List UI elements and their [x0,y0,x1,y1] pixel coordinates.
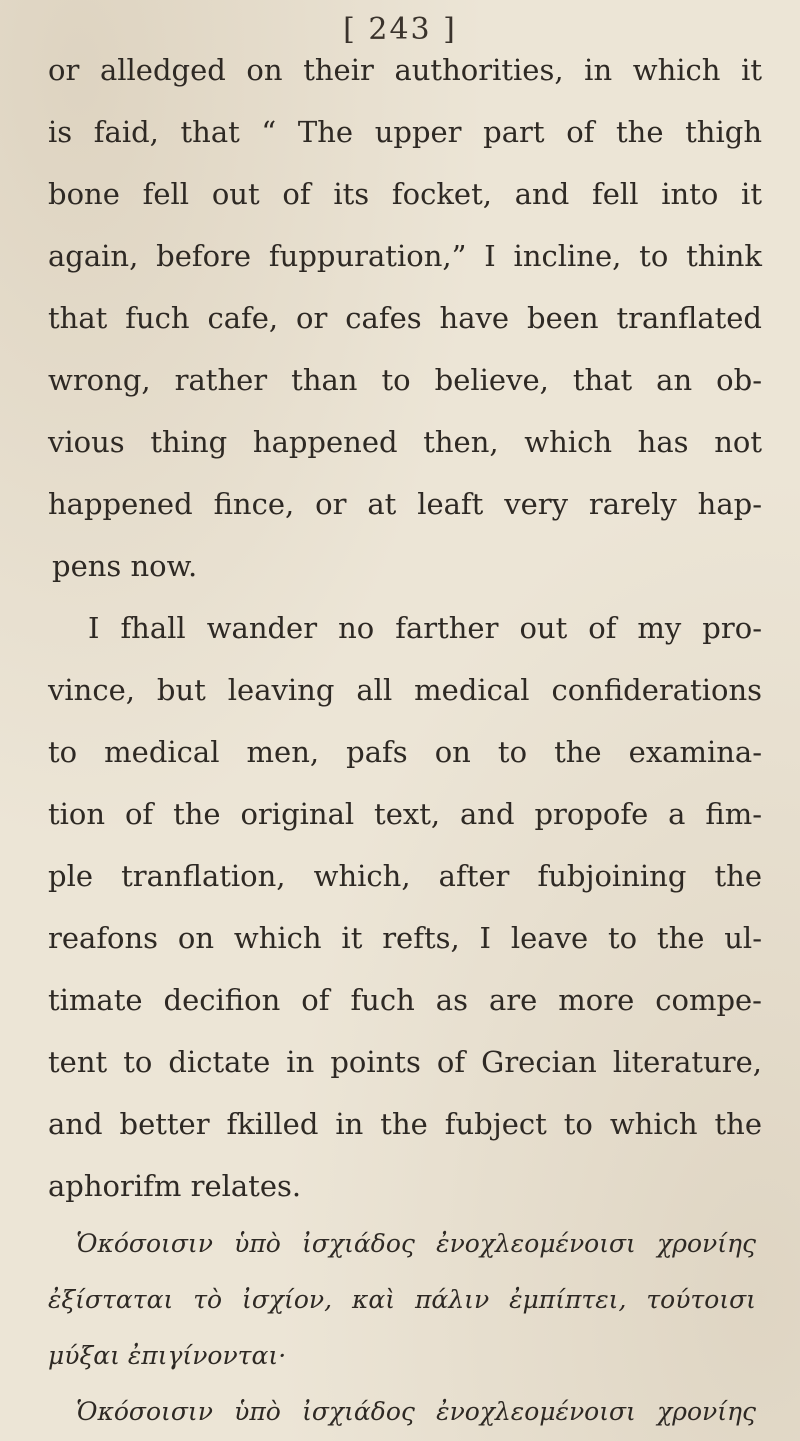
text-line: timate decifion of fuch as are more compe- [48,983,762,1017]
text-line: vince, but leaving all medical confiderations [48,673,762,707]
text-line: or alledged on their authorities, in which it [48,53,762,87]
text-line: vious thing happened then, which has not [48,425,762,459]
text-line: to medical men, pafs on to the examina- [48,735,762,769]
greek-line: Ὁκόσοισιν ὑπὸ ἰσχιάδος ἐνοχλεομένοισι χρονίης [76,1229,756,1258]
text-line: bone fell out of its focket, and fell into it [48,177,762,211]
text-line: happened fince, or at leaft very rarely hap- [48,487,762,521]
text-line: pens now. [52,549,198,583]
text-line: wrong, rather than to believe, that an ob- [48,363,762,397]
text-line: aphorifm relates. [48,1169,302,1203]
page-number: [ 243 ] [343,12,457,47]
text-line: I fhall wander no farther out of my pro- [88,611,762,645]
text-line: and better fkilled in the fubject to which the [48,1107,762,1141]
text-line: tion of the original text, and propofe a fim- [48,797,762,831]
text-line: ple tranflation, which, after fubjoining the [48,859,762,893]
text-line: is faid, that “ The upper part of the thigh [48,115,762,149]
greek-line: μύξαι ἐπιγίνονται· [48,1341,287,1370]
text-line: reafons on which it refts, I leave to the ul- [48,921,762,955]
text-line: tent to dictate in points of Grecian literature, [48,1045,762,1079]
text-line: again, before fuppuration,” I incline, to think [48,239,762,273]
text-line: that fuch cafe, or cafes have been tranflated [48,301,762,335]
greek-line: ἐξίσταται τὸ ἰσχίον, καὶ πάλιν ἐμπίπτει, τούτοισι [48,1285,756,1314]
greek-line: Ὁκόσοισιν ὑπὸ ἰσχιάδος ἐνοχλεομένοισι χρονίης [76,1397,756,1426]
